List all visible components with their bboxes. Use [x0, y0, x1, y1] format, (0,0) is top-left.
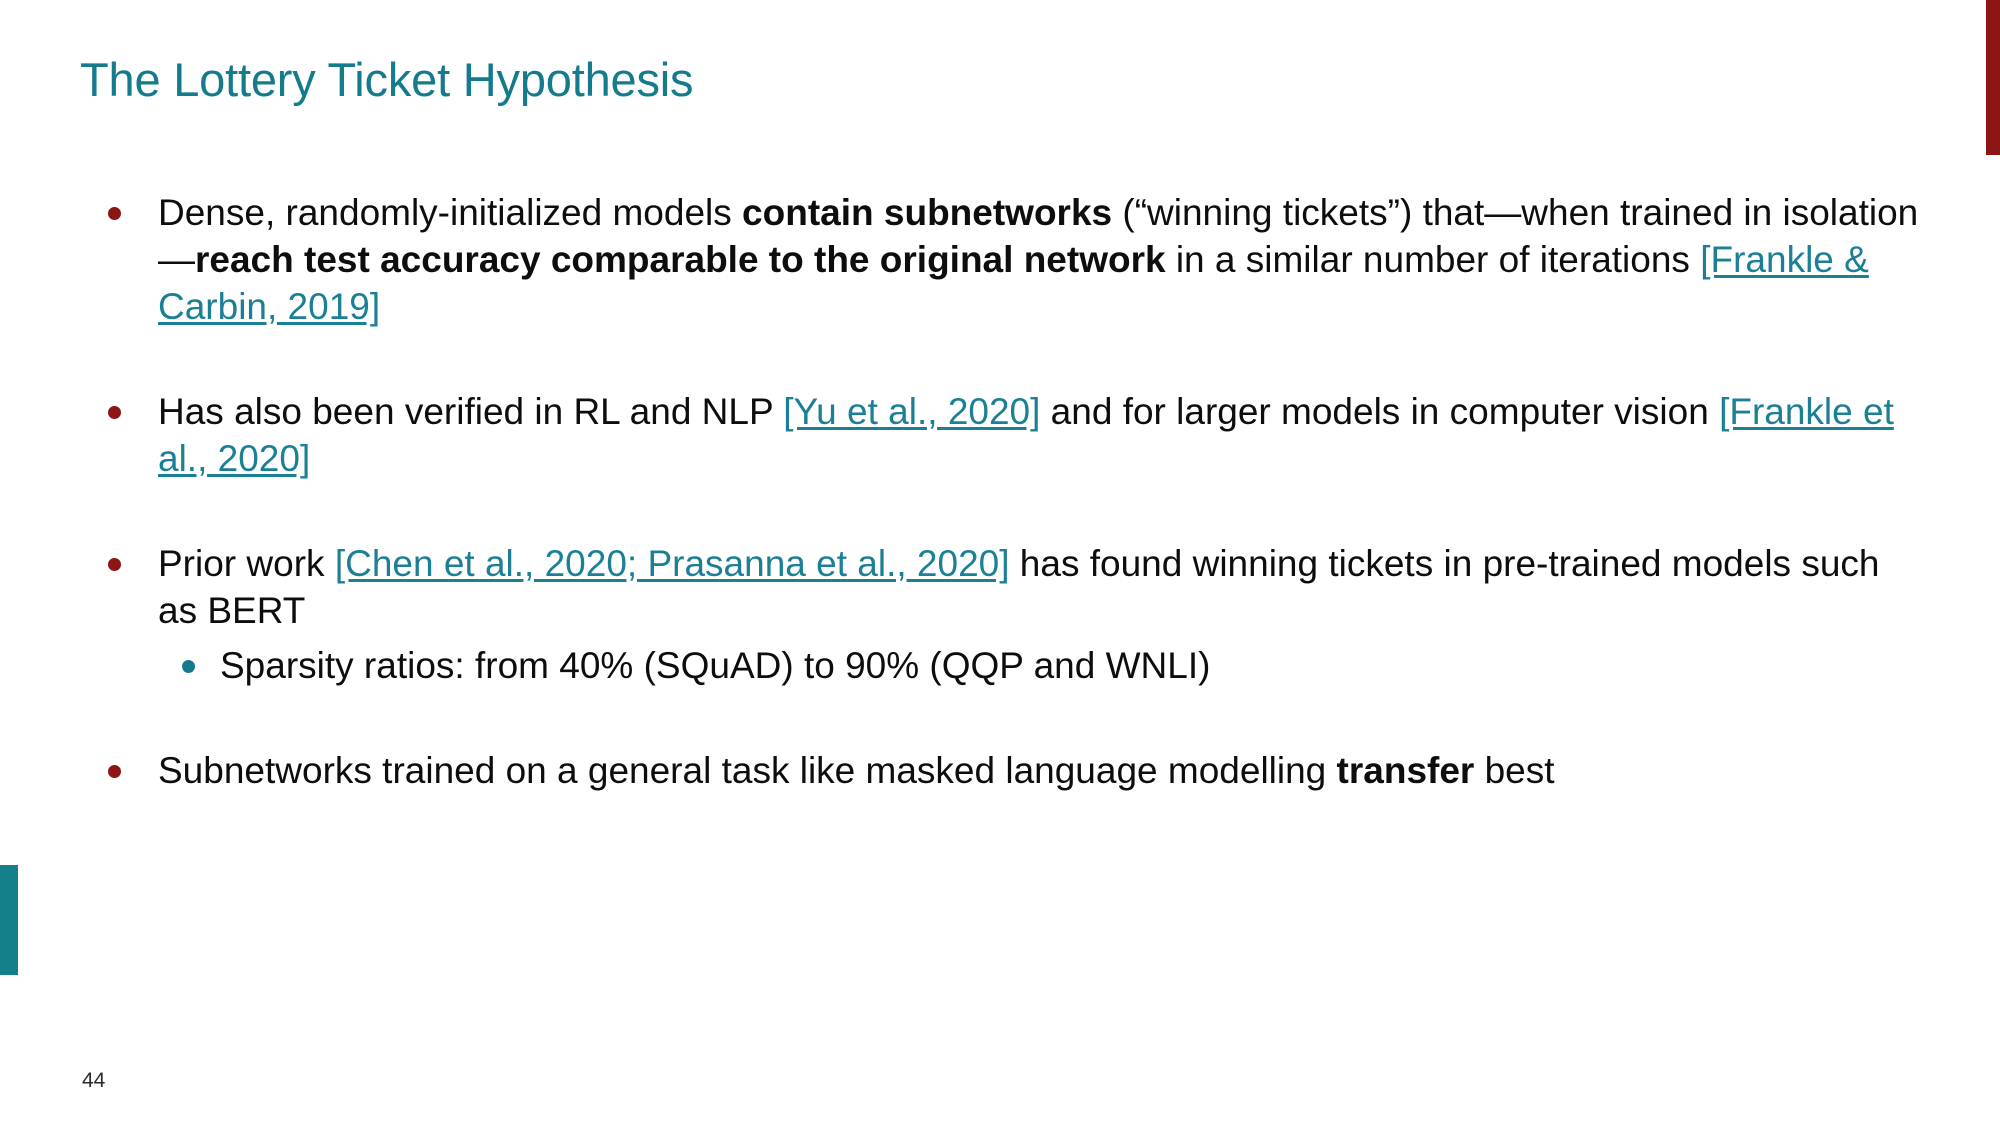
- body-text: Sparsity ratios: from 40% (SQuAD) to 90% (QQP and WNLI): [220, 644, 1211, 686]
- bullet-item: [80, 748, 1920, 795]
- body-text: in a similar number of iterations: [1165, 238, 1701, 280]
- page-title: The Lottery Ticket Hypothesis: [80, 53, 694, 106]
- bullet-dot-icon: [108, 207, 121, 220]
- citation-link[interactable]: [Chen et al., 2020; Prasanna et al., 2020]: [334, 542, 1010, 584]
- body-text: Prior work: [158, 542, 335, 584]
- bullet-dot-icon: [108, 558, 121, 571]
- bullet-text: [158, 750, 1555, 791]
- emphasis-text: transfer: [1336, 749, 1475, 791]
- citation-link[interactable]: [Frankle & Carbin, 2019]: [158, 238, 1869, 327]
- bullet-text: [158, 192, 1918, 327]
- accent-bar-bottom-left: [0, 865, 18, 975]
- sub-bullet-list: [158, 643, 1920, 690]
- emphasis-text: contain subnetworks: [742, 192, 1113, 233]
- bullet-item: [80, 541, 1920, 690]
- bullet-item: [80, 389, 1920, 483]
- slide-body: [80, 190, 1920, 795]
- body-text: has found winning tickets in pre-trained models such as BERT: [158, 542, 1880, 631]
- sub-bullet-item: [158, 643, 1920, 690]
- sub-bullet-text: [220, 645, 1210, 686]
- body-text: (“winning tickets”) that—when trained in isolation—: [158, 192, 1919, 280]
- page-number: 44: [82, 1069, 106, 1092]
- bullet-list: [80, 190, 1920, 795]
- bullet-item: [80, 190, 1920, 331]
- bullet-dot-icon: [108, 406, 121, 419]
- sub-bullet-dot-icon: [182, 660, 195, 673]
- body-text: Subnetworks trained on a general task like masked language modelling: [158, 749, 1337, 791]
- citation-link[interactable]: [Frankle et al., 2020]: [158, 390, 1894, 479]
- citation-link[interactable]: [Yu et al., 2020]: [783, 390, 1041, 432]
- emphasis-text: reach test accuracy comparable to the original network: [195, 238, 1166, 280]
- body-text: Has also been verified in RL and NLP: [158, 390, 784, 432]
- bullet-dot-icon: [108, 765, 121, 778]
- bullet-text: [158, 543, 1880, 631]
- body-text: best: [1474, 749, 1555, 791]
- body-text: and for larger models in computer vision: [1040, 390, 1720, 432]
- body-text: Dense, randomly-initialized models: [158, 192, 743, 233]
- bullet-text: [158, 391, 1894, 479]
- accent-bar-top-right: [1986, 0, 2000, 155]
